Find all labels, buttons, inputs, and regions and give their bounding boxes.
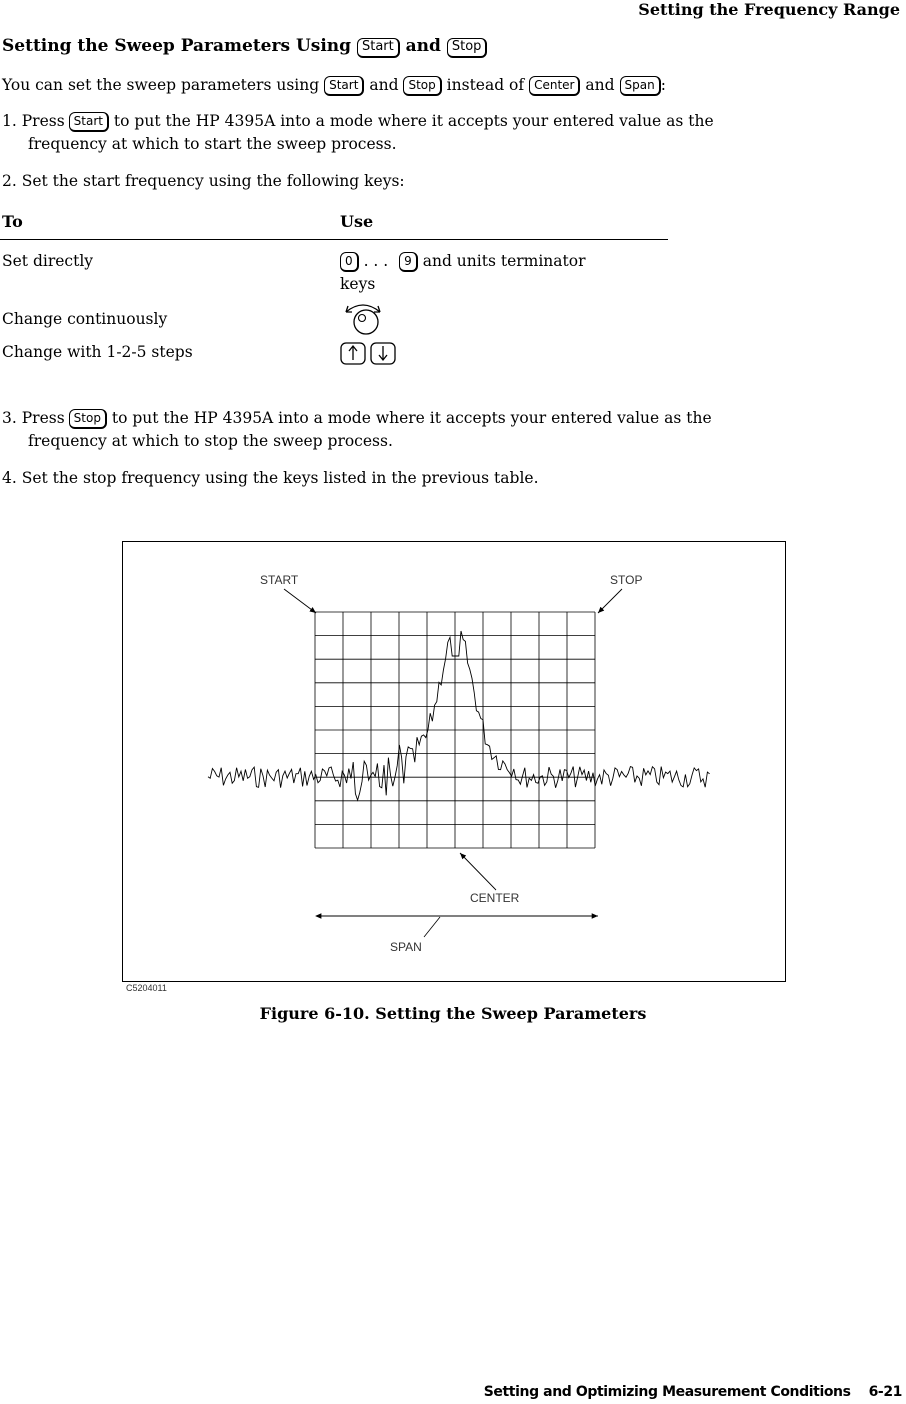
ellipsis: . . . — [363, 252, 389, 270]
page-footer — [484, 1384, 902, 1400]
step-text: Press — [21, 409, 65, 427]
table-header-use: Use — [340, 212, 374, 231]
start-label: START — [260, 573, 299, 587]
start-key-icon: Start — [69, 112, 109, 132]
step-text: Press — [21, 112, 65, 130]
start-key-icon: Start — [357, 38, 400, 58]
page-number: 6-21 — [868, 1384, 902, 1400]
step-number: 4. — [2, 469, 17, 487]
display-grid — [315, 612, 595, 848]
figure-id: C5204011 — [126, 983, 167, 993]
span-leader — [424, 917, 440, 937]
step-2 — [2, 170, 405, 193]
table-header-to: To — [2, 212, 23, 231]
table-rule — [0, 239, 668, 240]
span-key-icon: Span — [620, 76, 661, 96]
intro-text: You can set the sweep parameters using — [2, 76, 320, 94]
figure-caption: Figure 6-10. Setting the Sweep Parameters — [259, 1004, 647, 1023]
sweep-parameters-figure — [122, 541, 786, 993]
center-label: CENTER — [470, 891, 520, 905]
step-text: to put the HP 4395A into a mode where it accepts your entered value as the — [113, 112, 714, 130]
rotary-knob-icon — [342, 300, 384, 336]
step-1 — [2, 110, 714, 133]
stop-key-icon: Stop — [447, 38, 488, 58]
section-title-and: and — [405, 36, 441, 56]
table-use-text: and units terminator — [422, 252, 586, 270]
step-1-line-2: frequency at which to start the sweep process. — [28, 135, 397, 153]
center-key-icon: Center — [529, 76, 580, 96]
stop-key-icon: Stop — [403, 76, 441, 96]
table-use-text-line-2: keys — [340, 275, 376, 293]
spectrum-trace — [208, 631, 710, 800]
table-row-to: Set directly — [2, 252, 94, 270]
step-3 — [2, 407, 712, 430]
stop-label: STOP — [610, 573, 643, 587]
step-number: 1. — [2, 112, 17, 130]
stop-arrow — [598, 589, 622, 613]
running-header: Setting the Frequency Range — [638, 0, 900, 19]
start-key-icon: Start — [324, 76, 364, 96]
section-title — [2, 36, 487, 58]
table-row-to: Change with 1-2-5 steps — [2, 343, 193, 361]
intro-end: : — [660, 76, 666, 94]
digit-9-key-icon: 9 — [399, 252, 418, 272]
step-text: Set the stop frequency using the keys listed in the previous table. — [21, 469, 539, 487]
intro-text: instead of — [446, 76, 525, 94]
intro-and: and — [369, 76, 399, 94]
span-label: SPAN — [390, 940, 422, 954]
footer-section-title: Setting and Optimizing Measurement Conditions — [483, 1384, 851, 1400]
start-arrow — [284, 589, 316, 613]
step-number: 2. — [2, 172, 17, 190]
step-text: to put the HP 4395A into a mode where it accepts your entered value as the — [111, 409, 712, 427]
intro-paragraph — [2, 74, 666, 97]
step-text: Set the start frequency using the following keys: — [21, 172, 405, 190]
step-up-down-keys-icon — [340, 342, 400, 366]
step-4 — [2, 467, 539, 490]
step-3-line-2: frequency at which to stop the sweep process. — [28, 432, 393, 450]
center-arrow — [460, 853, 496, 890]
stop-key-icon: Stop — [69, 409, 107, 429]
table-row-to: Change continuously — [2, 310, 168, 328]
intro-and: and — [585, 76, 615, 94]
table-row-use — [340, 250, 586, 273]
step-number: 3. — [2, 409, 17, 427]
digit-0-key-icon: 0 — [340, 252, 359, 272]
section-title-text: Setting the Sweep Parameters Using — [2, 36, 352, 56]
